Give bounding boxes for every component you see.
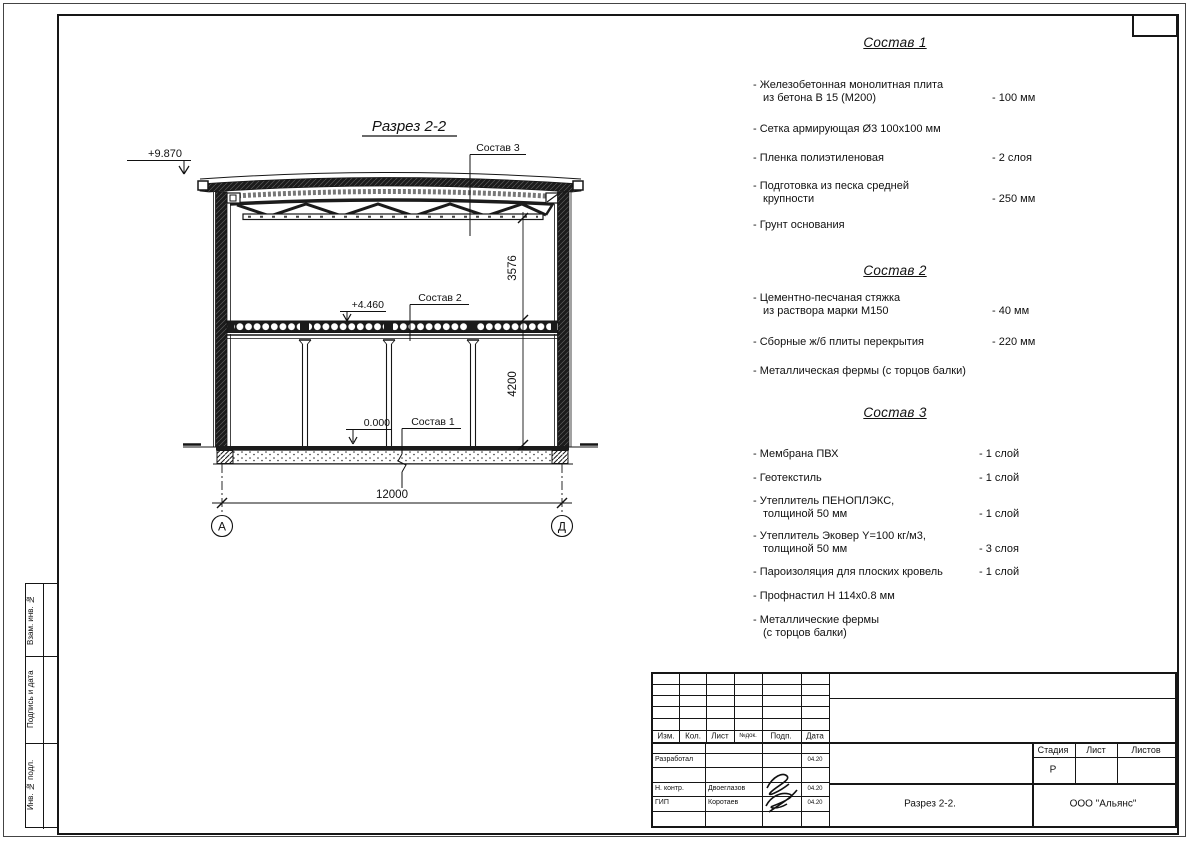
dim-3576: 3576 xyxy=(507,255,519,281)
stamp-header-list: Лист xyxy=(711,731,729,741)
list-item: - Металлическая фермы (с торцов балки) xyxy=(753,365,966,377)
stamp-line xyxy=(653,695,829,696)
left-wall-body xyxy=(216,192,228,447)
stamp-role-gip: ГИП xyxy=(655,799,669,806)
stamp-line xyxy=(653,767,829,768)
list-item: - Цементно-песчаная стяжка из раствора марки М150 - 40 мм xyxy=(753,292,1030,317)
title-block xyxy=(651,672,1177,828)
sidebar-cell-inv: Инв. № подл. xyxy=(26,759,35,810)
dim-12000: 12000 xyxy=(376,489,408,501)
stamp-line xyxy=(829,698,1175,699)
ground-slab xyxy=(183,445,598,465)
list-item: - Мембрана ПВХ - 1 слой xyxy=(753,448,1020,460)
ground-slab-sand xyxy=(233,451,553,464)
stamp-line xyxy=(653,796,829,797)
roof-assembly xyxy=(198,173,583,198)
roof-deck-strip xyxy=(218,192,562,198)
leader-sostav2 xyxy=(410,292,469,341)
list-item: - Утеплитель ПЕНОПЛЭКС, толщиной 50 мм - 1 слой xyxy=(753,495,1020,520)
right-wall xyxy=(555,192,572,447)
elevation-ground-value: 0.000 xyxy=(363,417,390,429)
roof-end-cap-left xyxy=(198,181,208,190)
elevation-floor-value: +4.460 xyxy=(351,299,384,311)
stamp-line xyxy=(653,811,829,812)
stamp-sheets-label: Листов xyxy=(1131,745,1161,755)
stamp-line xyxy=(653,782,829,783)
elevation-ground xyxy=(346,417,392,444)
stamp-line xyxy=(1075,742,1076,783)
stamp-line xyxy=(1117,742,1118,783)
elevation-roof-value: +9.870 xyxy=(148,148,182,160)
sidebar-cell-vzam: Взам. инв. № xyxy=(26,595,35,645)
leader-sostav2-label: Состав 2 xyxy=(418,292,462,304)
column-1 xyxy=(299,340,311,446)
elevation-roof xyxy=(127,148,191,174)
right-wall-body xyxy=(558,192,570,447)
floor-slab-joint-2 xyxy=(300,321,309,333)
stamp-date: 04.20 xyxy=(807,757,823,763)
stamp-line xyxy=(653,753,829,754)
list-heading: Состав 1 xyxy=(863,35,927,50)
foundation-right xyxy=(552,451,568,464)
signature xyxy=(763,766,801,816)
stamp-line xyxy=(829,783,1175,785)
list-item: - Утеплитель Эковер Y=100 кг/м3, толщиной 50 мм - 3 слоя xyxy=(753,530,1020,555)
floor-slab-joint-1 xyxy=(228,321,234,333)
stamp-role-nkontr: Н. контр. xyxy=(655,785,684,792)
roof-truss xyxy=(227,193,559,220)
axis-label-d: Д xyxy=(557,519,567,534)
stamp-name-dvoeglazov: Двоеглазов xyxy=(708,785,746,792)
stamp-line xyxy=(1032,757,1175,758)
floor-slab xyxy=(227,321,558,339)
stamp-line xyxy=(829,674,830,826)
list-item: - Металлические фермы (с торцов балки) xyxy=(753,614,880,639)
list-item: - Подготовка из песка средней крупности - 250 мм xyxy=(753,180,1036,205)
list-item: - Пленка полиэтиленовая - 2 слоя xyxy=(753,152,1033,164)
drawing-title: Разрез 2-2 xyxy=(371,118,447,135)
stamp-header-kol: Кол. xyxy=(685,731,701,741)
stamp-line xyxy=(705,742,706,826)
stamp-line xyxy=(653,742,829,744)
stamp-org: ООО "Альянс" xyxy=(1069,798,1137,810)
composition-lists xyxy=(745,28,1045,668)
stamp-stage-label: Стадия xyxy=(1037,745,1069,755)
leader-sostav3-label: Состав 3 xyxy=(476,142,520,154)
list-item: - Железобетонная монолитная плита из бетона В 15 (М200) - 100 мм xyxy=(753,79,1036,104)
sidebar-cell-podpis: Подпись и дата xyxy=(26,670,35,729)
dim-4200: 4200 xyxy=(507,371,519,397)
stamp-date: 04.20 xyxy=(807,800,823,806)
column-2 xyxy=(383,340,395,446)
stamp-header-data: Дата xyxy=(806,731,824,741)
sidebar-divider xyxy=(43,584,44,829)
list-item: - Профнастил Н 114х0.8 мм xyxy=(753,590,895,602)
axis-label-a: А xyxy=(217,519,227,534)
stamp-stage-value: Р xyxy=(1049,764,1057,776)
left-wall xyxy=(214,192,231,447)
floor-slab-joint-5 xyxy=(551,321,557,333)
stamp-line xyxy=(829,742,1175,744)
stamp-role-razrabotal: Разработал xyxy=(655,756,694,763)
list-item: - Сборные ж/б плиты перекрытия - 220 мм xyxy=(753,336,1036,348)
stamp-line xyxy=(653,706,829,707)
stamp-name-korotaev: Коротаев xyxy=(708,799,739,806)
stamp-sheet-label: Лист xyxy=(1086,745,1106,755)
stamp-doc-title: Разрез 2-2. xyxy=(904,798,956,810)
truss-top-chord xyxy=(230,200,552,204)
stamp-line xyxy=(1032,742,1034,826)
list-item: - Пароизоляция для плоских кровель - 1 слой xyxy=(753,566,1020,578)
stamp-line xyxy=(653,730,829,731)
stamp-line xyxy=(653,684,829,685)
stamp-header-ndok: №док. xyxy=(739,733,757,739)
list-heading: Состав 3 xyxy=(863,405,927,420)
list-heading: Состав 2 xyxy=(863,263,927,278)
leader-sostav1-label: Состав 1 xyxy=(411,416,455,428)
stamp-header-podp: Подп. xyxy=(770,731,792,741)
ground-slab-top xyxy=(216,446,569,451)
floor-slab-joint-3 xyxy=(384,321,393,333)
frame-sidebar xyxy=(25,583,58,828)
floor-slab-joint-4 xyxy=(468,321,477,333)
elevation-floor xyxy=(340,299,386,321)
stamp-line xyxy=(801,742,802,826)
stamp-date: 04.20 xyxy=(807,786,823,792)
foundation-left xyxy=(217,451,233,464)
column-3 xyxy=(467,340,479,446)
interior-columns xyxy=(299,340,479,446)
list-item: - Геотекстиль - 1 слой xyxy=(753,472,1020,484)
span-dimension xyxy=(212,464,573,537)
roof-end-cap-right xyxy=(573,181,583,190)
list-item: - Сетка армирующая Ø3 100х100 мм xyxy=(753,123,941,135)
stamp-line xyxy=(653,718,829,719)
stamp-header-izm: Изм. xyxy=(657,731,675,741)
list-item: - Грунт основания xyxy=(753,219,845,231)
